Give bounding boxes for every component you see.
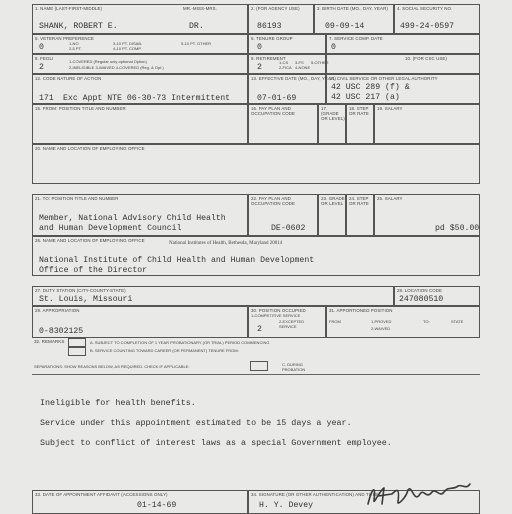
employee-title: DR.	[189, 22, 204, 31]
field-28-label: 28. LOCATION CODE	[397, 288, 443, 293]
field-24-step	[346, 194, 374, 236]
remarks-line-1: Ineligible for health benefits.	[40, 398, 196, 408]
field-31-label: 31. APPORTIONED POSITION	[329, 308, 393, 313]
field-7-label: 7. SERVICE COMP. DATE	[329, 36, 383, 41]
agency-code: 86193	[257, 22, 282, 31]
field-17-grade	[318, 104, 346, 144]
field-19-salary	[374, 104, 480, 144]
vet-opt-2: 2-5 PT.	[69, 46, 82, 51]
office-location: National Institutes of Health, Bethesda, Maryland 20014	[169, 241, 283, 246]
field-32-label: 32. REMARKS	[34, 339, 65, 344]
field-9-retirement	[248, 54, 329, 74]
apportioned-opt-2: 2-WAIVED	[371, 326, 391, 331]
field-24-label: 24. STEP OR RATE	[349, 196, 369, 206]
field-4-label: 4. SOCIAL SECURITY NO.	[397, 6, 453, 11]
field-13-label: 13. EFFECTIVE DATE (MO., DAY, YEAR)	[251, 76, 336, 81]
field-2-agency-use	[248, 4, 314, 34]
separations-note: SEPARATIONS: SHOW REASONS BELOW, AS REQUIRED. CHECK IF APPLICABLE:	[34, 364, 190, 369]
field-23-label: 23. GRADE OR LEVEL	[321, 196, 345, 206]
position-title-line-1: Member, National Advisory Child Health	[39, 214, 226, 223]
field-27-label: 27. DUTY STATION (CITY-COUNTY-STATE)	[35, 288, 126, 293]
field-14-label: 14. CIVIL SERVICE OR OTHER LEGAL AUTHORITY	[329, 76, 438, 81]
apportioned-opt-1: 1-PROVED	[371, 319, 392, 324]
field-10-csc-use	[326, 54, 480, 74]
ret-opt-5: 5-OTHER	[311, 60, 329, 65]
ret-opt-2: 2-FICA	[279, 65, 292, 70]
remarks-divider	[32, 374, 480, 375]
remarks-line-3: Subject to conflict of interest laws as a special Government employee.	[40, 438, 392, 448]
field-19-label: 19. SALARY	[377, 106, 403, 111]
field-1-label: 1. NAME (LAST-FIRST-MIDDLE)	[35, 6, 103, 11]
position-occupied: 2	[257, 325, 262, 334]
field-15-from-position	[32, 104, 248, 144]
location-code: 247080510	[399, 295, 444, 304]
veteran-preference: 0	[39, 43, 44, 52]
field-6-tenure-group	[248, 34, 326, 54]
remarks-checkbox-b[interactable]	[68, 346, 86, 356]
pos-opt-2: 2-EXCEPTED SERVICE	[279, 319, 305, 329]
field-28-location-code	[394, 286, 480, 306]
signer-name: H. Y. Devey	[259, 501, 314, 510]
birth-date: 09-09-14	[325, 22, 365, 31]
field-20-label: 20. NAME AND LOCATION OF EMPLOYING OFFICE	[35, 146, 145, 151]
vet-opt-3: 3-10 PT. DISAB.	[113, 41, 143, 46]
field-30-position-occupied	[248, 306, 326, 338]
field-21-to-position	[32, 194, 248, 236]
field-29-label: 29. APPROPRIATION	[35, 308, 80, 313]
field-3-birth-date	[314, 4, 394, 34]
field-18-label: 18. STEP OR RATE	[349, 106, 369, 116]
remarks-b: B. SERVICE COUNTING TOWARD CAREER (OR PERMANENT) TENURE FROM:	[90, 348, 239, 353]
remarks-a: A. SUBJECT TO COMPLETION OF 1 YEAR PROBATIONARY (OR TRIAL) PERIOD COMMENCING	[90, 340, 270, 345]
employee-name: SHANK, ROBERT E.	[39, 22, 118, 31]
retirement-code: 2	[257, 63, 262, 72]
field-3-label: 3. BIRTH DATE (MO., DAY, YEAR)	[317, 6, 388, 11]
field-26-label: 26. NAME AND LOCATION OF EMPLOYING OFFICE	[35, 238, 145, 243]
ret-opt-1: 1-CS	[279, 60, 289, 65]
service-comp-date: 0	[331, 43, 336, 52]
remarks-checkbox-c[interactable]	[250, 361, 268, 371]
social-security-number: 499-24-0597	[400, 22, 455, 31]
office-line-2: Office of the Director	[39, 266, 148, 275]
vet-opt-4: 4-10 PT. COMP.	[113, 46, 142, 51]
field-7-service-comp-date	[326, 34, 480, 54]
field-34-label: 34. SIGNATURE (OR OTHER AUTHENTICATION) AND TITLE	[251, 492, 379, 497]
field-8-fegli	[32, 54, 248, 74]
fegli-line-2: 2-INELIGIBLE 3-WAIVED 4-COVERED (Reg. & Opt.)	[69, 65, 164, 70]
field-2-label: 2. (FOR AGENCY USE)	[251, 6, 300, 11]
apportioned-to: TO:	[423, 319, 430, 324]
vet-opt-5: 5-10 PT. OTHER	[181, 41, 212, 46]
field-20-from-office	[32, 144, 480, 184]
field-26-to-office	[32, 236, 480, 276]
position-title-line-2: and Human Development Council	[39, 224, 182, 233]
field-12-label: 12. CODE NATURE OF ACTION	[35, 76, 102, 81]
field-33-label: 33. DATE OF APPOINTMENT AFFIDAVIT (ACCESSIONS ONLY)	[35, 492, 168, 497]
action-code: 171	[39, 94, 54, 103]
fegli-code: 2	[39, 63, 44, 72]
field-33-affidavit-date	[32, 490, 248, 514]
personnel-action-form	[32, 0, 480, 512]
appropriation: 0-8302125	[39, 327, 84, 336]
field-30-label: 30. POSITION OCCUPIED	[251, 308, 306, 313]
field-12-nature-of-action	[32, 74, 248, 104]
field-10-label: 10. (FOR CSC USE)	[405, 56, 447, 61]
field-15-label: 15. FROM: POSITION TITLE AND NUMBER	[35, 106, 126, 111]
field-9-label: 9. RETIREMENT	[251, 56, 286, 61]
field-14-legal-authority	[326, 74, 480, 104]
effective-date: 07-01-69	[257, 94, 297, 103]
ret-opt-3: 3-FS	[295, 60, 304, 65]
field-16-pay-plan	[248, 104, 318, 144]
field-5-veteran-preference	[32, 34, 248, 54]
field-23-grade	[318, 194, 346, 236]
field-29-appropriation	[32, 306, 248, 338]
duty-station: St. Louis, Missouri	[39, 295, 133, 304]
field-25-label: 25. SALARY	[377, 196, 403, 201]
handwritten-signature	[362, 480, 474, 510]
field-1-miss-label: MR.-MISS-MRS.	[183, 6, 217, 11]
office-line-1: National Institute of Child Health and Human Development	[39, 256, 315, 265]
remarks-line-2: Service under this appointment estimated to be 15 days a year.	[40, 418, 352, 428]
pay-plan-code: DE-0602	[271, 224, 306, 233]
field-5-label: 5. VETERAN PREFERENCE	[35, 36, 94, 41]
field-21-label: 21. TO: POSITION TITLE AND NUMBER	[35, 196, 119, 201]
apportioned-state: STATE	[451, 319, 464, 324]
field-1-name	[32, 4, 248, 34]
field-22-label: 22. PAY PLAN AND OCCUPATION CODE	[251, 196, 296, 206]
tenure-group: 0	[257, 43, 262, 52]
field-6-label: 6. TENURE GROUP	[251, 36, 293, 41]
field-25-salary	[374, 194, 480, 236]
field-22-pay-plan	[248, 194, 318, 236]
fegli-line-1: 1-COVERED (Regular only-optional Option)	[69, 59, 147, 64]
salary: pd $50.00	[435, 224, 480, 233]
vet-opt-1: 1-NO	[69, 41, 79, 46]
remarks-c: C. DURING PROBATION	[282, 362, 306, 372]
field-4-ssn	[394, 4, 480, 34]
field-18-step	[346, 104, 374, 144]
field-31-apportioned-position	[326, 306, 480, 338]
apportioned-from: FROM	[329, 319, 341, 324]
affidavit-date: 01-14-69	[137, 501, 177, 510]
field-16-label: 16. PAY PLAN AND OCCUPATION CODE	[251, 106, 296, 116]
field-27-duty-station	[32, 286, 394, 306]
ret-opt-4: 4-NONE	[295, 65, 311, 70]
legal-authority-line-1: 42 USC 289 (f) &	[331, 83, 410, 92]
legal-authority-line-2: 42 USC 217 (a)	[331, 93, 400, 102]
field-13-effective-date	[248, 74, 336, 104]
field-17-label: 17. (GRADE OR LEVEL)	[321, 106, 345, 121]
pos-opt-1: 1-COMPETITIVE SERVICE	[251, 313, 301, 318]
nature-of-action: Exc Appt NTE 06-30-73 Intermittent	[63, 94, 231, 103]
field-8-label: 8. FEGLI	[35, 56, 54, 61]
